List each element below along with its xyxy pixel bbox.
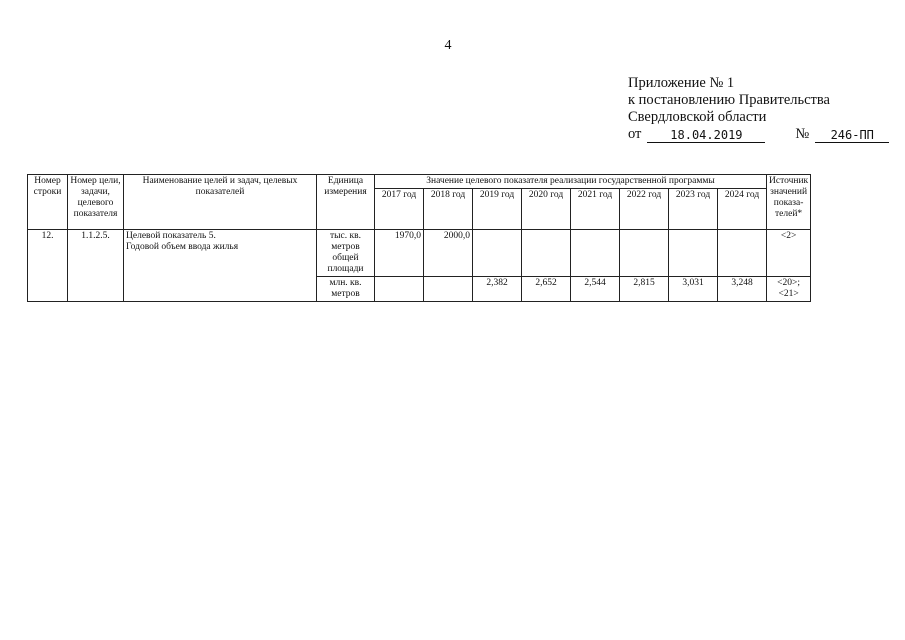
header-year: 2018 год [424,189,473,230]
appendix-title: Приложение № 1 [628,75,735,91]
cell-value: 2,652 [522,277,571,302]
cell-value: 2000,0 [424,230,473,277]
cell-value [669,230,718,277]
header-year: 2024 год [718,189,767,230]
header-values-group: Значение целевого показателя реализации государственной программы [375,175,767,189]
header-goal-number: Номер цели, задачи, целевого показателя [68,175,124,230]
cell-value: 2,544 [571,277,620,302]
header-unit: Единица измерения [317,175,375,230]
page-number: 4 [444,38,452,53]
table-row [28,230,811,277]
cell-source: <20>; <21> [767,277,811,302]
cell-value: 3,031 [669,277,718,302]
header-source: Источник значений показа-телей* [767,175,811,230]
date-prefix: от [628,126,642,142]
appendix-date-row [628,126,889,143]
indicator-name-line: Целевой показатель 5. [126,231,216,241]
header-name: Наименование целей и задач, целевых показателей [124,175,317,230]
cell-value [571,230,620,277]
cell-value [424,277,473,302]
appendix-header [628,75,889,143]
header-row-number: Номер строки [28,175,68,230]
cell-value [375,277,424,302]
cell-goal-number: 1.1.2.5. [68,230,124,302]
cell-value [620,230,669,277]
cell-value [522,230,571,277]
cell-value: 1970,0 [375,230,424,277]
cell-source: <2> [767,230,811,277]
header-year: 2021 год [571,189,620,230]
header-year: 2017 год [375,189,424,230]
cell-value: 2,815 [620,277,669,302]
header-year: 2023 год [669,189,718,230]
cell-value [718,230,767,277]
indicators-table [27,174,811,302]
cell-value [473,230,522,277]
header-year: 2020 год [522,189,571,230]
header-year: 2019 год [473,189,522,230]
document-date: 18.04.2019 [647,128,765,143]
number-prefix: № [795,126,810,142]
cell-indicator-name [124,230,317,302]
indicator-name-line: Годовой объем ввода жилья [126,242,239,252]
cell-row-number: 12. [28,230,68,302]
cell-value: 2,382 [473,277,522,302]
cell-unit: млн. кв. метров [317,277,375,302]
appendix-region: Свердловской области [628,109,767,125]
cell-unit: тыс. кв. метров общей площади [317,230,375,277]
header-year: 2022 год [620,189,669,230]
table-header-row [28,175,811,189]
cell-value: 3,248 [718,277,767,302]
appendix-subtitle-line: к постановлению Правительства [628,92,830,108]
document-number: 246-ПП [815,128,889,143]
